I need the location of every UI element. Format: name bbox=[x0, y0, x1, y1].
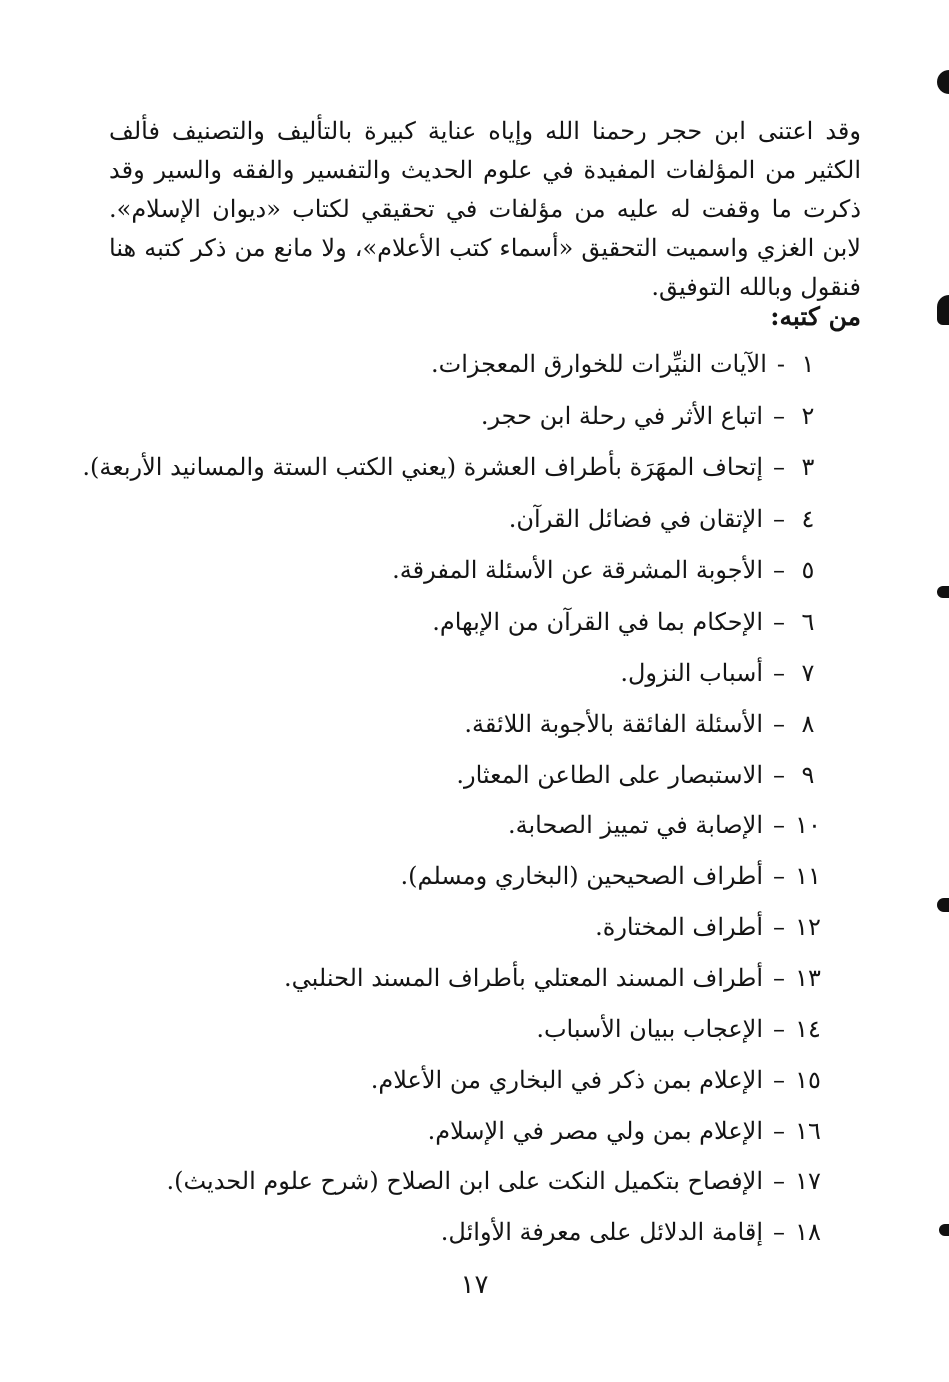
item-dash: – bbox=[773, 761, 785, 789]
item-number: ٨ bbox=[801, 710, 815, 738]
item-dash: – bbox=[773, 1066, 785, 1094]
item-title: اتباع الأثر في رحلة ابن حجر. bbox=[480, 402, 763, 430]
list-item bbox=[441, 1214, 821, 1250]
intro-paragraph bbox=[109, 112, 861, 307]
item-number: ١ bbox=[801, 350, 815, 378]
item-dash: - bbox=[776, 350, 785, 378]
item-dash: – bbox=[773, 608, 785, 636]
intro-text: وقد اعتنى ابن حجر رحمنا الله وإياه عناية كبيرة بالتأليف والتصنيف فألف الكثير من المؤلفات المفيدة في علوم الحديث والتفسير والفقه والسير وقد ذكرت ما وقفت له عليه من مؤلفات في تحقيقي لكتاب «ديوان الإسلام». لابن الغزي واسميت التحقيق «أسماء كتب الأعلام»، ولا مانع من ذكر كتبه هنا فنقول وبالله التوفيق. bbox=[109, 117, 861, 301]
scan-edge-mark bbox=[937, 70, 949, 94]
item-dash: – bbox=[773, 1015, 785, 1043]
item-dash: – bbox=[773, 811, 785, 839]
item-title: أطراف المسند المعتلي بأطراف المسند الحنلبي. bbox=[284, 964, 763, 992]
section-heading: من كتبه: bbox=[770, 302, 861, 331]
item-dash: – bbox=[773, 505, 785, 533]
item-dash: – bbox=[773, 913, 785, 941]
list-item bbox=[595, 909, 821, 945]
scan-edge-mark bbox=[939, 1224, 949, 1236]
item-title: أطراف المختارة. bbox=[595, 913, 763, 941]
list-item bbox=[82, 449, 821, 485]
list-item bbox=[432, 604, 821, 640]
item-number: ٩ bbox=[801, 761, 815, 789]
list-item bbox=[428, 1113, 821, 1149]
item-title: أطراف الصحيحين (البخاري ومسلم). bbox=[400, 862, 763, 890]
scan-edge-mark bbox=[937, 295, 949, 325]
scan-edge-mark bbox=[937, 898, 949, 912]
item-number: ١٧ bbox=[795, 1167, 821, 1195]
item-title: الاستبصار على الطاعن المعثار. bbox=[456, 761, 763, 789]
list-item bbox=[431, 346, 821, 382]
item-number: ٢ bbox=[801, 402, 815, 430]
item-number: ١٣ bbox=[795, 964, 821, 992]
item-number: ١٥ bbox=[795, 1066, 821, 1094]
scan-edge-mark bbox=[937, 586, 949, 598]
list-item bbox=[536, 1011, 821, 1047]
list-item bbox=[509, 501, 821, 537]
list-item bbox=[284, 960, 821, 996]
item-dash: – bbox=[773, 453, 785, 481]
item-title: الإصابة في تمييز الصحابة. bbox=[507, 811, 763, 839]
item-dash: – bbox=[773, 659, 785, 687]
item-dash: – bbox=[773, 1167, 785, 1195]
item-title: إتحاف المهَرَة بأطراف العشرة (يعني الكتب الستة والمسانيد الأربعة). bbox=[82, 453, 763, 481]
item-number: ١٨ bbox=[795, 1218, 821, 1246]
item-dash: – bbox=[773, 1117, 785, 1145]
list-item bbox=[481, 398, 821, 434]
item-dash: – bbox=[773, 556, 785, 584]
item-dash: – bbox=[773, 402, 785, 430]
item-number: ١١ bbox=[795, 862, 821, 890]
item-number: ٥ bbox=[801, 556, 815, 584]
item-title: الإعجاب ببيان الأسباب. bbox=[536, 1015, 763, 1043]
item-number: ٣ bbox=[801, 453, 815, 481]
item-title: الآيات النيِّرات للخوارق المعجزات. bbox=[431, 350, 767, 378]
list-item bbox=[464, 706, 821, 742]
item-title: الإتقان في فضائل القرآن. bbox=[508, 505, 763, 533]
item-title: الأجوبة المشرقة عن الأسئلة المفرقة. bbox=[392, 556, 763, 584]
list-item bbox=[508, 807, 821, 843]
item-title: أسباب النزول. bbox=[620, 659, 763, 687]
item-title: الإعلام بمن ولي مصر في الإسلام. bbox=[427, 1117, 763, 1145]
item-dash: – bbox=[773, 1218, 785, 1246]
item-number: ٦ bbox=[801, 608, 815, 636]
list-item bbox=[371, 1062, 821, 1098]
item-title: الإعلام بمن ذكر في البخاري من الأعلام. bbox=[370, 1066, 763, 1094]
item-number: ٤ bbox=[801, 505, 815, 533]
item-dash: – bbox=[773, 710, 785, 738]
item-dash: – bbox=[773, 964, 785, 992]
item-title: الإفصاح بتكميل النكت على ابن الصلاح (شرح علوم الحديث). bbox=[166, 1167, 763, 1195]
list-item bbox=[620, 655, 821, 691]
item-number: ٧ bbox=[801, 659, 815, 687]
item-number: ١٢ bbox=[795, 913, 821, 941]
list-item bbox=[400, 858, 821, 894]
list-item bbox=[166, 1163, 821, 1199]
item-title: إقامة الدلائل على معرفة الأوائل. bbox=[440, 1218, 763, 1246]
list-item bbox=[392, 552, 821, 588]
item-title: الإحكام بما في القرآن من الإبهام. bbox=[432, 608, 763, 636]
item-number: ١٤ bbox=[795, 1015, 821, 1043]
item-dash: – bbox=[773, 862, 785, 890]
item-number: ١٠ bbox=[795, 811, 821, 839]
item-title: الأسئلة الفائقة بالأجوبة اللائقة. bbox=[464, 710, 763, 738]
item-number: ١٦ bbox=[795, 1117, 821, 1145]
list-item bbox=[456, 757, 821, 793]
page-number: ١٧ bbox=[460, 1270, 489, 1300]
